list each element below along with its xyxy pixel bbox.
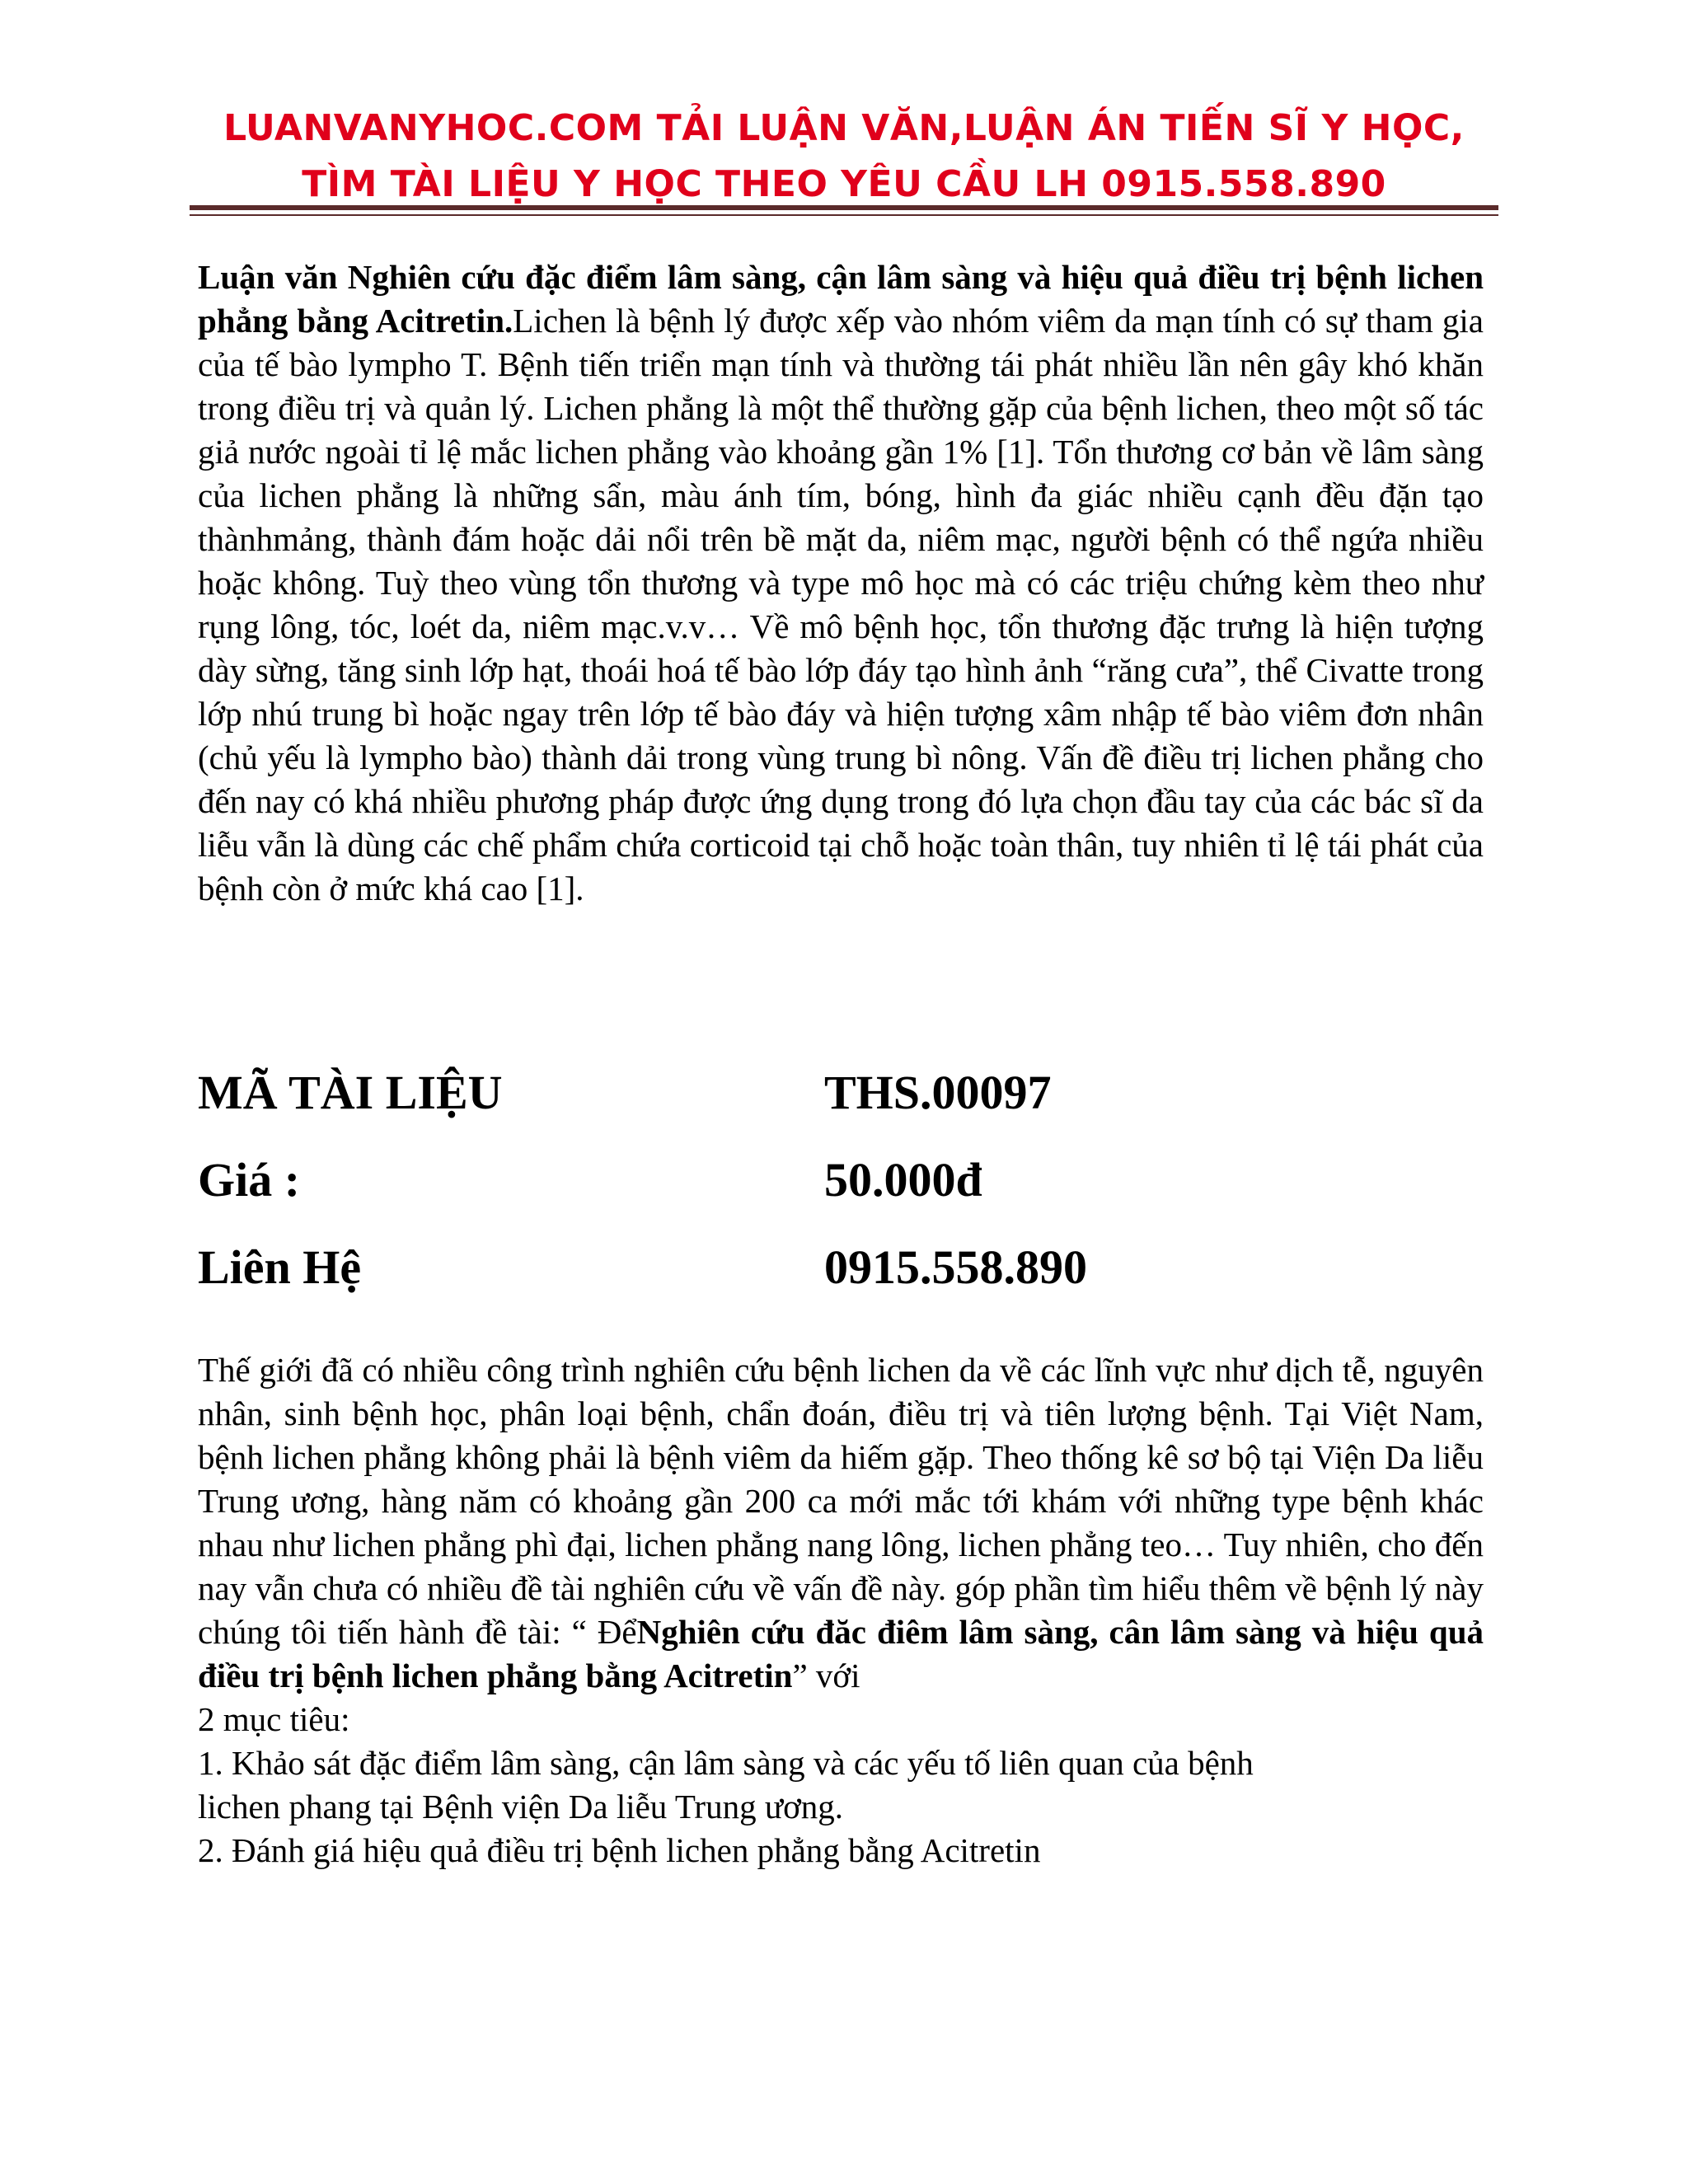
goal-line: [198, 1698, 1484, 1741]
banner-line-2: TÌM TÀI LIỆU Y HỌC THEO YÊU CẦU LH 0915.558.890: [302, 163, 1386, 205]
goal-item-1-word: phang: [288, 1788, 372, 1825]
goal-item-1-word: viện: [501, 1788, 560, 1825]
goal-item-1-word: liễu: [616, 1788, 668, 1825]
site-banner: [190, 101, 1498, 213]
intro-text: Lichen là bệnh lý được xếp vào nhóm viêm da mạn tính có sự tham gia của tế bào lympho T. Bệnh tiến triển mạn tính và thường tái phát nhiều lần nên gây khó khăn trong điều trị và quản lý. Lichen phẳng là một thể thường gặp của bệnh lichen, theo một số tác giả nước ngoài tỉ lệ mắc lichen phẳng vào khoảng gần 1% [1]. Tổn thương cơ bản về lâm sàng của lichen phẳng là những sẩn, màu ánh tím, bóng, hình đa giác nhiều cạnh đều đặn tạo thànhmảng, thành đám hoặc dải nổi trên bề mặt da, niêm mạc, người bệnh có thể ngứa nhiều hoặc không. Tuỳ theo vùng tổn thương và type mô học mà có các triệu chứng kèm theo như rụng lông, tóc, loét da, niêm mạc.v.v… Về mô bệnh học, tổn thương đặc trưng là hiện tượng dày sừng, tăng sinh lớp hạt, thoái hoá tế bào lớp đáy tạo hình ảnh “răng cưa”, thể Civatte trong lớp nhú trung bì hoặc ngay trên lớp tế bào đáy và hiện tượng xâm nhập tế bào viêm đơn nhân (chủ yếu là lympho bào) thành dải trong vùng trung bì nông. Vấn đề điều trị lichen phẳng cho đến nay có khá nhiều phương pháp được ứng dụng trong đó lựa chọn đầu tay của các bác sĩ da liễu vẫn là dùng các chế phẩm chứa corticoid tại chỗ hoặc toàn thân, tuy nhiên tỉ lệ tái phát của bệnh còn ở mức khá cao [1].: [198, 302, 1484, 907]
goal-item-1-word: ương.: [764, 1788, 843, 1825]
contact-label: Liên Hệ: [198, 1240, 362, 1294]
document-code-label: MÃ TÀI LIỆU: [198, 1066, 503, 1119]
goal-item-2: 2. Đánh giá hiệu quả điều trị bệnh lichen phẳng bằng Acitretin: [198, 1831, 1041, 1869]
goal-item-1-word: tại: [379, 1788, 414, 1825]
document-code-value: THS.00097: [824, 1066, 1052, 1119]
body-main-text: [198, 1348, 1484, 1698]
intro-title: Luận văn Nghiên cứu đặc điểm lâm sàng, cận lâm sàng và hiệu quả điều trị bệnh lichen phẳng bằng Acitretin.: [198, 258, 1484, 340]
intro-paragraph: [198, 255, 1484, 911]
body-bold-title: Nghiên cứu đăc điêm lâm sàng, cân lâm sàng và hiệu quả điều trị bệnh lichen phẳng bằng Acitretin: [198, 1613, 1484, 1694]
goal-item-1-word: lichen: [198, 1788, 281, 1825]
price-label: Giá :: [198, 1153, 301, 1207]
goal-word: 2: [198, 1700, 215, 1738]
header-divider-thick: [190, 205, 1498, 210]
body-paragraph: [198, 1348, 1484, 1872]
price-value: 50.000đ: [824, 1153, 982, 1207]
banner-line-1: LUANVANYHOC.COM TẢI LUẬN VĂN,LUẬN ÁN TIẾN SĨ Y HỌC,: [223, 107, 1465, 149]
contact-value: 0915.558.890: [824, 1240, 1087, 1294]
goal-item-1-word: Da: [568, 1788, 608, 1825]
goal-word: tiêu:: [289, 1700, 350, 1738]
goal-word: mục: [223, 1700, 282, 1738]
goal-item-1-word: Trung: [674, 1788, 757, 1825]
goal-item-1-continued: [198, 1785, 1484, 1829]
header-divider-thin: [190, 214, 1498, 216]
goal-item-1: 1. Khảo sát đặc điểm lâm sàng, cận lâm sàng và các yếu tố liên quan của bệnh: [198, 1744, 1254, 1782]
body-text-b: ” với: [792, 1657, 860, 1694]
body-text-a: Thế giới đã có nhiều công trình nghiên cứu bệnh lichen da về các lĩnh vực như dịch tễ, nguyên nhân, sinh bệnh học, phân loại bệnh, chẩn đoán, điều trị và tiên lượng bệnh. Tại Việt Nam, bệnh lichen phẳng không phải là bệnh viêm da hiếm gặp. Theo thống kê sơ bộ tại Viện Da liễu Trung ương, hàng năm có khoảng gần 200 ca mới mắc tới khám với những type bệnh khác nhau như lichen phẳng phì đại, lichen phẳng nang lông, lichen phẳng teo… Tuy nhiên, cho đến nay vẫn chưa có nhiều đề tài nghiên cứu về vấn đề này. góp phần tìm hiểu thêm về bệnh lý này chúng tôi tiến hành đề tài: “ Để: [198, 1351, 1484, 1651]
goal-item-1-word: Bệnh: [422, 1788, 494, 1825]
